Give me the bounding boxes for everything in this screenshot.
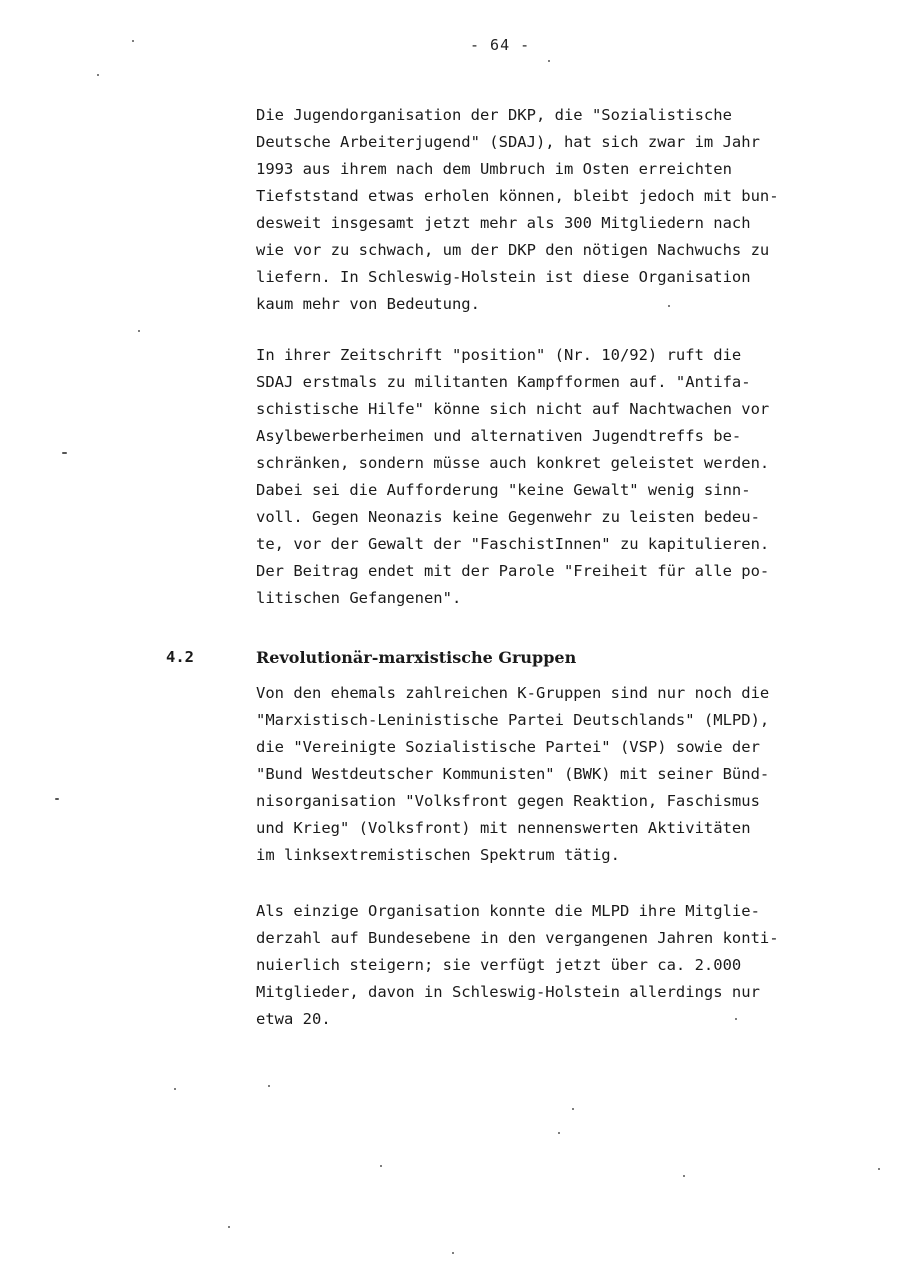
text-line: liefern. In Schleswig-Holstein ist diese Organisation (256, 268, 751, 286)
text-line: litischen Gefangenen". (256, 589, 462, 607)
scan-speck (735, 1018, 737, 1020)
scan-speck (572, 1108, 574, 1110)
scan-speck (268, 1085, 270, 1087)
scan-speck (878, 1168, 880, 1170)
text-line: nuierlich steigern; sie verfügt jetzt über ca. 2.000 (256, 956, 742, 974)
scan-speck (380, 1165, 382, 1167)
text-line: Der Beitrag endet mit der Parole "Freiheit für alle po- (256, 562, 770, 580)
text-line: 1993 aus ihrem nach dem Umbruch im Osten erreichten (256, 160, 732, 178)
text-line: In ihrer Zeitschrift "position" (Nr. 10/92) ruft die (256, 346, 742, 364)
page-number: - 64 - (470, 36, 531, 54)
paragraph-k-groups (256, 680, 876, 869)
paragraph-sdaj-intro (256, 102, 876, 318)
text-line: Die Jugendorganisation der DKP, die "Sozialistische (256, 106, 732, 124)
text-line: schränken, sondern müsse auch konkret geleistet werden. (256, 454, 770, 472)
text-line: "Bund Westdeutscher Kommunisten" (BWK) mit seiner Bünd- (256, 765, 770, 783)
text-line: und Krieg" (Volksfront) mit nennenswerten Aktivitäten (256, 819, 751, 837)
text-line: Deutsche Arbeiterjugend" (SDAJ), hat sich zwar im Jahr (256, 133, 760, 151)
text-line: desweit insgesamt jetzt mehr als 300 Mitgliedern nach (256, 214, 751, 232)
scan-speck (558, 1132, 560, 1134)
text-line: etwa 20. (256, 1010, 331, 1028)
text-line: die "Vereinigte Sozialistische Partei" (VSP) sowie der (256, 738, 760, 756)
text-line: Dabei sei die Aufforderung "keine Gewalt" wenig sinn- (256, 481, 751, 499)
text-line: wie vor zu schwach, um der DKP den nötigen Nachwuchs zu (256, 241, 770, 259)
scan-speck (174, 1088, 176, 1090)
scan-speck (548, 60, 550, 62)
scan-speck (668, 305, 670, 307)
text-line: kaum mehr von Bedeutung. (256, 295, 480, 313)
paragraph-sdaj-militancy (256, 342, 876, 612)
text-line: voll. Gegen Neonazis keine Gegenwehr zu leisten bedeu- (256, 508, 760, 526)
scan-speck (452, 1252, 454, 1254)
scan-speck (132, 40, 134, 42)
scan-speck (97, 74, 99, 76)
text-line: SDAJ erstmals zu militanten Kampfformen auf. "Antifa- (256, 373, 751, 391)
scan-speck (228, 1226, 230, 1228)
text-line: "Marxistisch-Leninistische Partei Deutschlands" (MLPD), (256, 711, 770, 729)
text-line: nisorganisation "Volksfront gegen Reaktion, Faschismus (256, 792, 760, 810)
text-line: derzahl auf Bundesebene in den vergangenen Jahren konti- (256, 929, 779, 947)
scan-speck (62, 452, 67, 454)
text-line: im linksextremistischen Spektrum tätig. (256, 846, 620, 864)
text-line: te, vor der Gewalt der "FaschistInnen" zu kapitulieren. (256, 535, 770, 553)
section-number: 4.2 (166, 648, 194, 666)
scan-speck (138, 330, 140, 332)
scan-speck (55, 798, 59, 800)
text-line: schistische Hilfe" könne sich nicht auf Nachtwachen vor (256, 400, 770, 418)
text-line: Asylbewerberheimen und alternativen Jugendtreffs be- (256, 427, 742, 445)
text-line: Von den ehemals zahlreichen K-Gruppen sind nur noch die (256, 684, 770, 702)
scan-speck (683, 1175, 685, 1177)
text-line: Mitglieder, davon in Schleswig-Holstein allerdings nur (256, 983, 760, 1001)
text-line: Als einzige Organisation konnte die MLPD ihre Mitglie- (256, 902, 760, 920)
paragraph-mlpd (256, 898, 876, 1033)
text-line: Tiefststand etwas erholen können, bleibt jedoch mit bun- (256, 187, 779, 205)
section-heading: Revolutionär-marxistische Gruppen (256, 648, 577, 667)
